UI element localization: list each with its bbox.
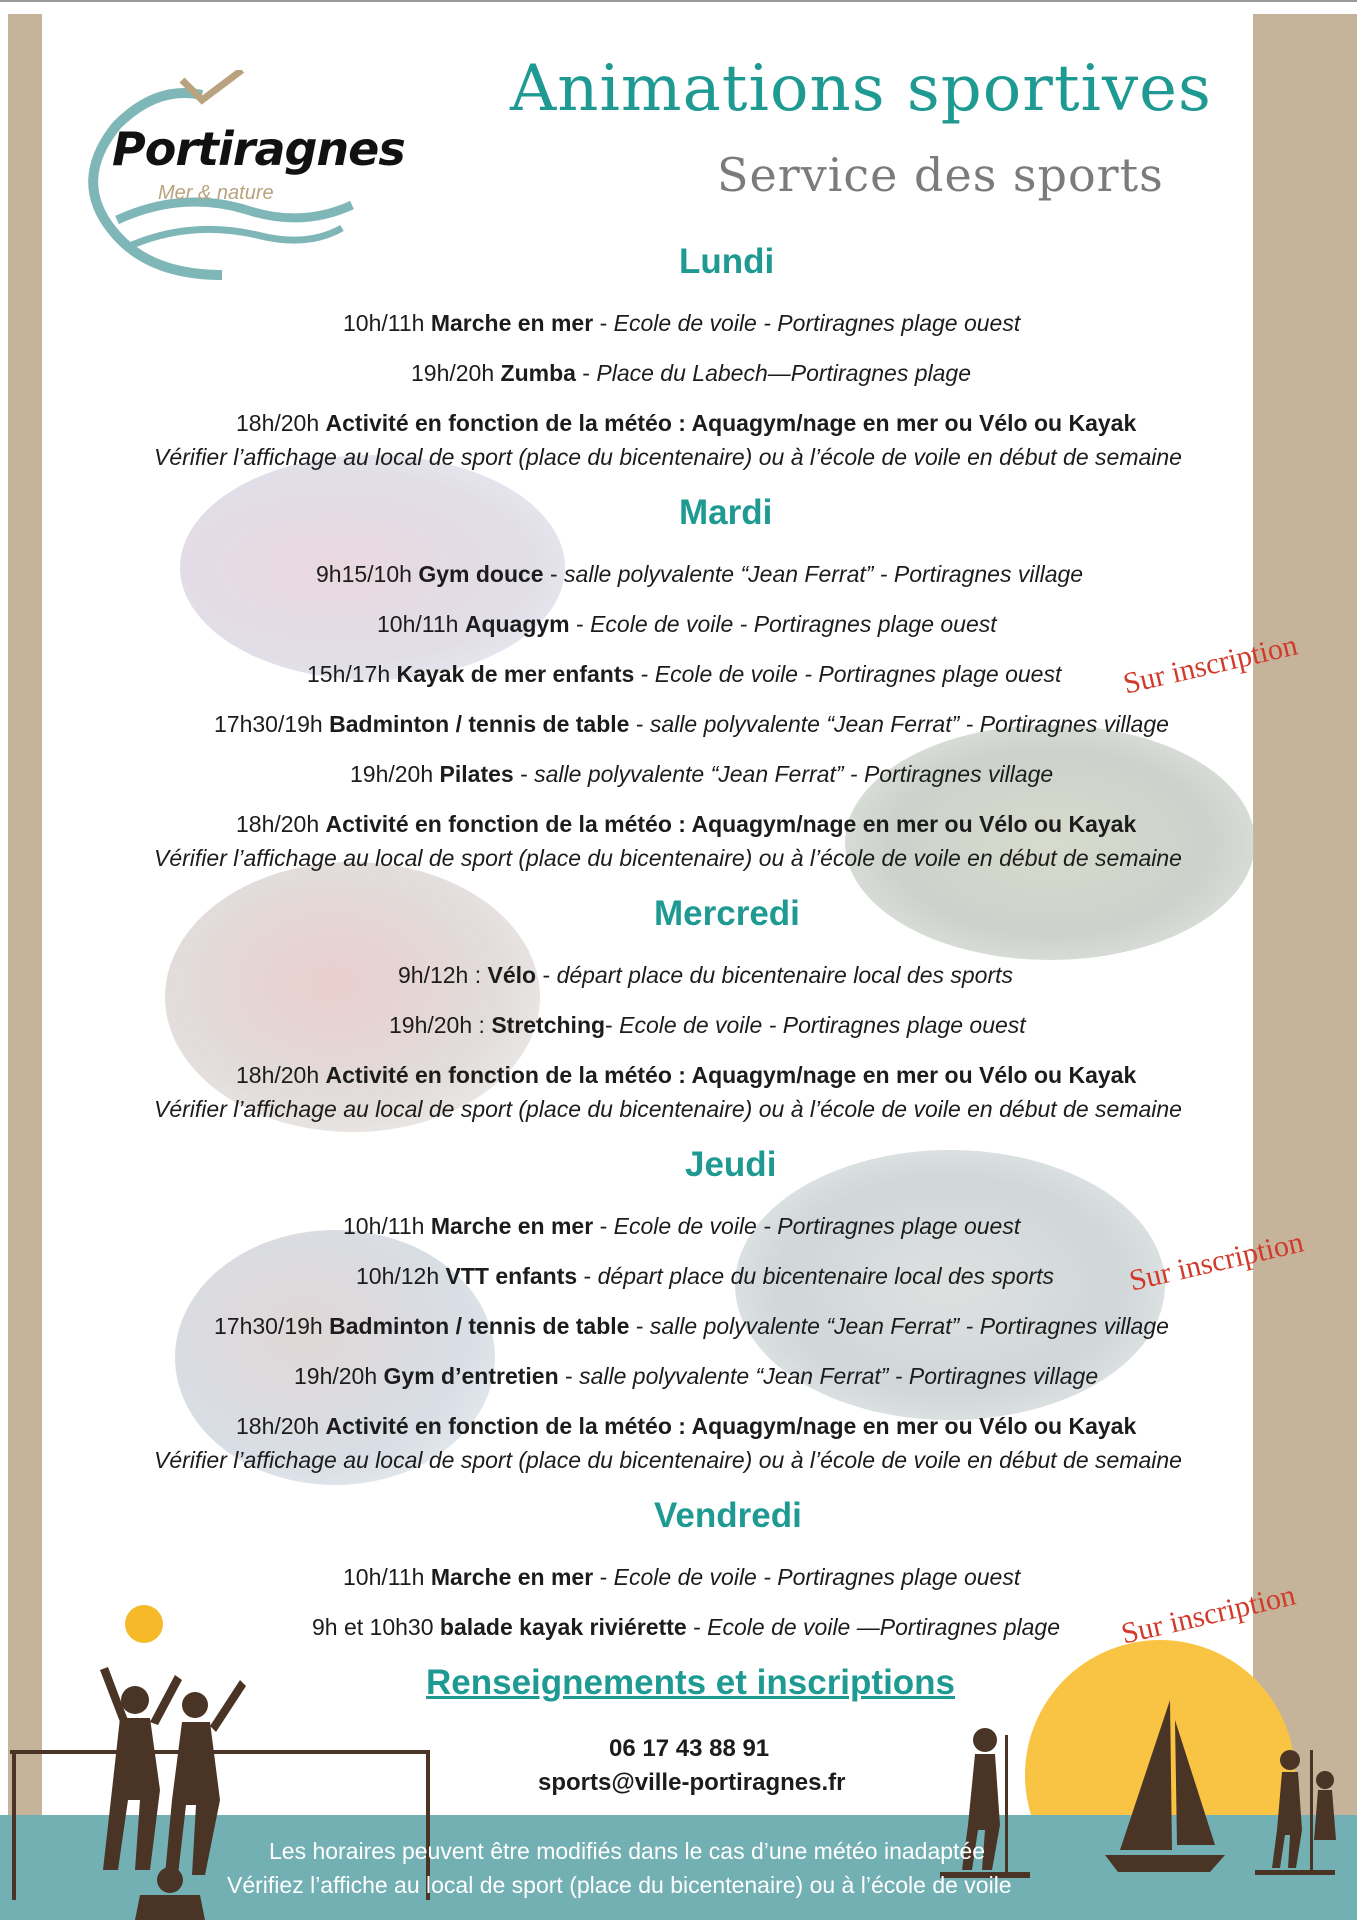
place: Ecole de voile - Portiragnes plage ouest [613,1213,1021,1239]
time: 19h/20h [411,360,501,386]
separator: - [577,1263,598,1289]
time: 19h/20h [350,761,440,787]
activity: balade kayak riviérette [439,1614,687,1640]
place: salle polyvalente “Jean Ferrat” - Portiragnes village [564,561,1084,587]
place: salle polyvalente “Jean Ferrat” - Portiragnes village [579,1363,1099,1389]
activity: Activité en fonction de la météo : Aquagym/nage en mer ou Vélo ou Kayak [325,410,1137,436]
schedule-line [307,661,1061,688]
time: 19h/20h [294,1363,384,1389]
separator: - [575,360,597,386]
logo-wordmark: Portiragnes [112,122,405,176]
place: salle polyvalente “Jean Ferrat” - Portiragnes village [649,711,1169,737]
registration-stamp: Sur inscription [1126,1225,1307,1298]
time: 17h30/19h [214,711,330,737]
weather-note: Vérifier l’affichage au local de sport (place du bicentenaire) ou à l’école de voile en début de semaine [154,444,1182,470]
time: 17h30/19h [214,1313,330,1339]
schedule-line [236,1413,1136,1440]
place: Ecole de voile —Portiragnes plage [707,1614,1061,1640]
separator: - [634,661,655,687]
activity: VTT enfants [445,1263,578,1289]
activity: Activité en fonction de la météo : Aquagym/nage en mer ou Vélo ou Kayak [325,811,1137,837]
right-band [1253,14,1357,1920]
page-subtitle: Service des sports [717,148,1164,202]
schedule-line [398,962,1013,989]
activity: Zumba [500,360,576,386]
zumba-photo-bubble [165,862,540,1132]
activity: Stretching [491,1012,606,1038]
place: départ place du bicentenaire local des sports [597,1263,1055,1289]
schedule-line [389,1012,1026,1039]
page-title: Animations sportives [510,52,1212,126]
time: 19h/20h : [389,1012,492,1038]
place: Ecole de voile - Portiragnes plage ouest [613,310,1021,336]
activity: Kayak de mer enfants [396,661,635,687]
time: 18h/20h [236,410,326,436]
activity: Vélo [487,962,537,988]
day-heading-mercredi: Mercredi [654,894,800,933]
activity: Marche en mer [430,1213,594,1239]
time: 10h/11h [377,611,465,637]
schedule-line [236,811,1136,838]
time: 9h/12h : [398,962,488,988]
activity: Aquagym [464,611,570,637]
schedule-line [316,561,1083,588]
time: 9h et 10h30 [312,1614,440,1640]
info-title: Renseignements et inscriptions [426,1663,956,1702]
registration-stamp: Sur inscription [1120,628,1301,701]
time: 18h/20h [236,811,326,837]
place: Ecole de voile - Portiragnes plage ouest [619,1012,1026,1038]
place: salle polyvalente “Jean Ferrat” - Portiragnes village [649,1313,1169,1339]
activity: Marche en mer [430,310,594,336]
time: 10h/11h [343,1564,431,1590]
schedule-line [343,310,1020,337]
time: 15h/17h [307,661,397,687]
separator: - [513,761,535,787]
logo-tagline: Mer & nature [158,182,274,204]
time: 10h/11h [343,310,431,336]
schedule-line [343,1213,1020,1240]
schedule-line [411,360,971,387]
schedule-line [312,1614,1060,1641]
separator: - [605,1012,620,1038]
separator: - [629,711,650,737]
activity: Pilates [439,761,514,787]
place: départ place du bicentenaire local des sports [556,962,1014,988]
activity: Gym douce [418,561,544,587]
schedule-line [236,410,1136,437]
place: Ecole de voile - Portiragnes plage ouest [613,1564,1021,1590]
place: salle polyvalente “Jean Ferrat” - Portiragnes village [534,761,1054,787]
phone-number: 06 17 43 88 91 [609,1735,770,1762]
activity: Activité en fonction de la météo : Aquagym/nage en mer ou Vélo ou Kayak [325,1062,1137,1088]
top-rule [0,0,1357,2]
activity: Activité en fonction de la météo : Aquagym/nage en mer ou Vélo ou Kayak [325,1413,1137,1439]
separator: - [686,1614,708,1640]
time: 18h/20h [236,1413,326,1439]
separator: - [593,310,614,336]
schedule-line [294,1363,1098,1390]
separator: - [593,1564,614,1590]
portiragnes-logo-icon [72,70,492,290]
footer-line-1: Les horaires peuvent être modifiés dans le cas d’une météo inadaptée [269,1838,986,1864]
small-sun-icon [125,1605,163,1643]
day-heading-vendredi: Vendredi [654,1496,802,1535]
time: 18h/20h [236,1062,326,1088]
schedule-line [214,1313,1169,1340]
separator: - [569,611,591,637]
day-heading-mardi: Mardi [679,493,773,532]
schedule-line [343,1564,1020,1591]
day-heading-jeudi: Jeudi [685,1145,777,1184]
schedule-line [356,1263,1054,1290]
weather-note: Vérifier l’affichage au local de sport (place du bicentenaire) ou à l’école de voile en début de semaine [154,845,1182,871]
footer-line-2: Vérifiez l’affiche au local de sport (place du bicentenaire) ou à l’école de voile [227,1872,1012,1898]
place: Ecole de voile - Portiragnes plage ouest [590,611,997,637]
activity: Gym d’entretien [383,1363,559,1389]
activity: Badminton / tennis de table [329,1313,630,1339]
schedule-line [214,711,1169,738]
time: 9h15/10h [316,561,419,587]
separator: - [543,561,565,587]
place: Place du Labech—Portiragnes plage [596,360,972,386]
registration-stamp: Sur inscription [1118,1578,1299,1651]
place: Ecole de voile - Portiragnes plage ouest [654,661,1062,687]
schedule-line [350,761,1053,788]
day-heading-lundi: Lundi [679,242,775,281]
separator: - [593,1213,614,1239]
email-address: sports@ville-portiragnes.fr [538,1769,846,1796]
time: 10h/12h [356,1263,446,1289]
weather-note: Vérifier l’affichage au local de sport (place du bicentenaire) ou à l’école de voile en début de semaine [154,1447,1182,1473]
time: 10h/11h [343,1213,431,1239]
left-band [8,14,42,1920]
schedule-line [377,611,997,638]
activity: Marche en mer [430,1564,594,1590]
weather-note: Vérifier l’affichage au local de sport (place du bicentenaire) ou à l’école de voile en début de semaine [154,1096,1182,1122]
schedule-line [236,1062,1136,1089]
separator: - [629,1313,650,1339]
separator: - [536,962,557,988]
separator: - [558,1363,580,1389]
activity: Badminton / tennis de table [329,711,630,737]
